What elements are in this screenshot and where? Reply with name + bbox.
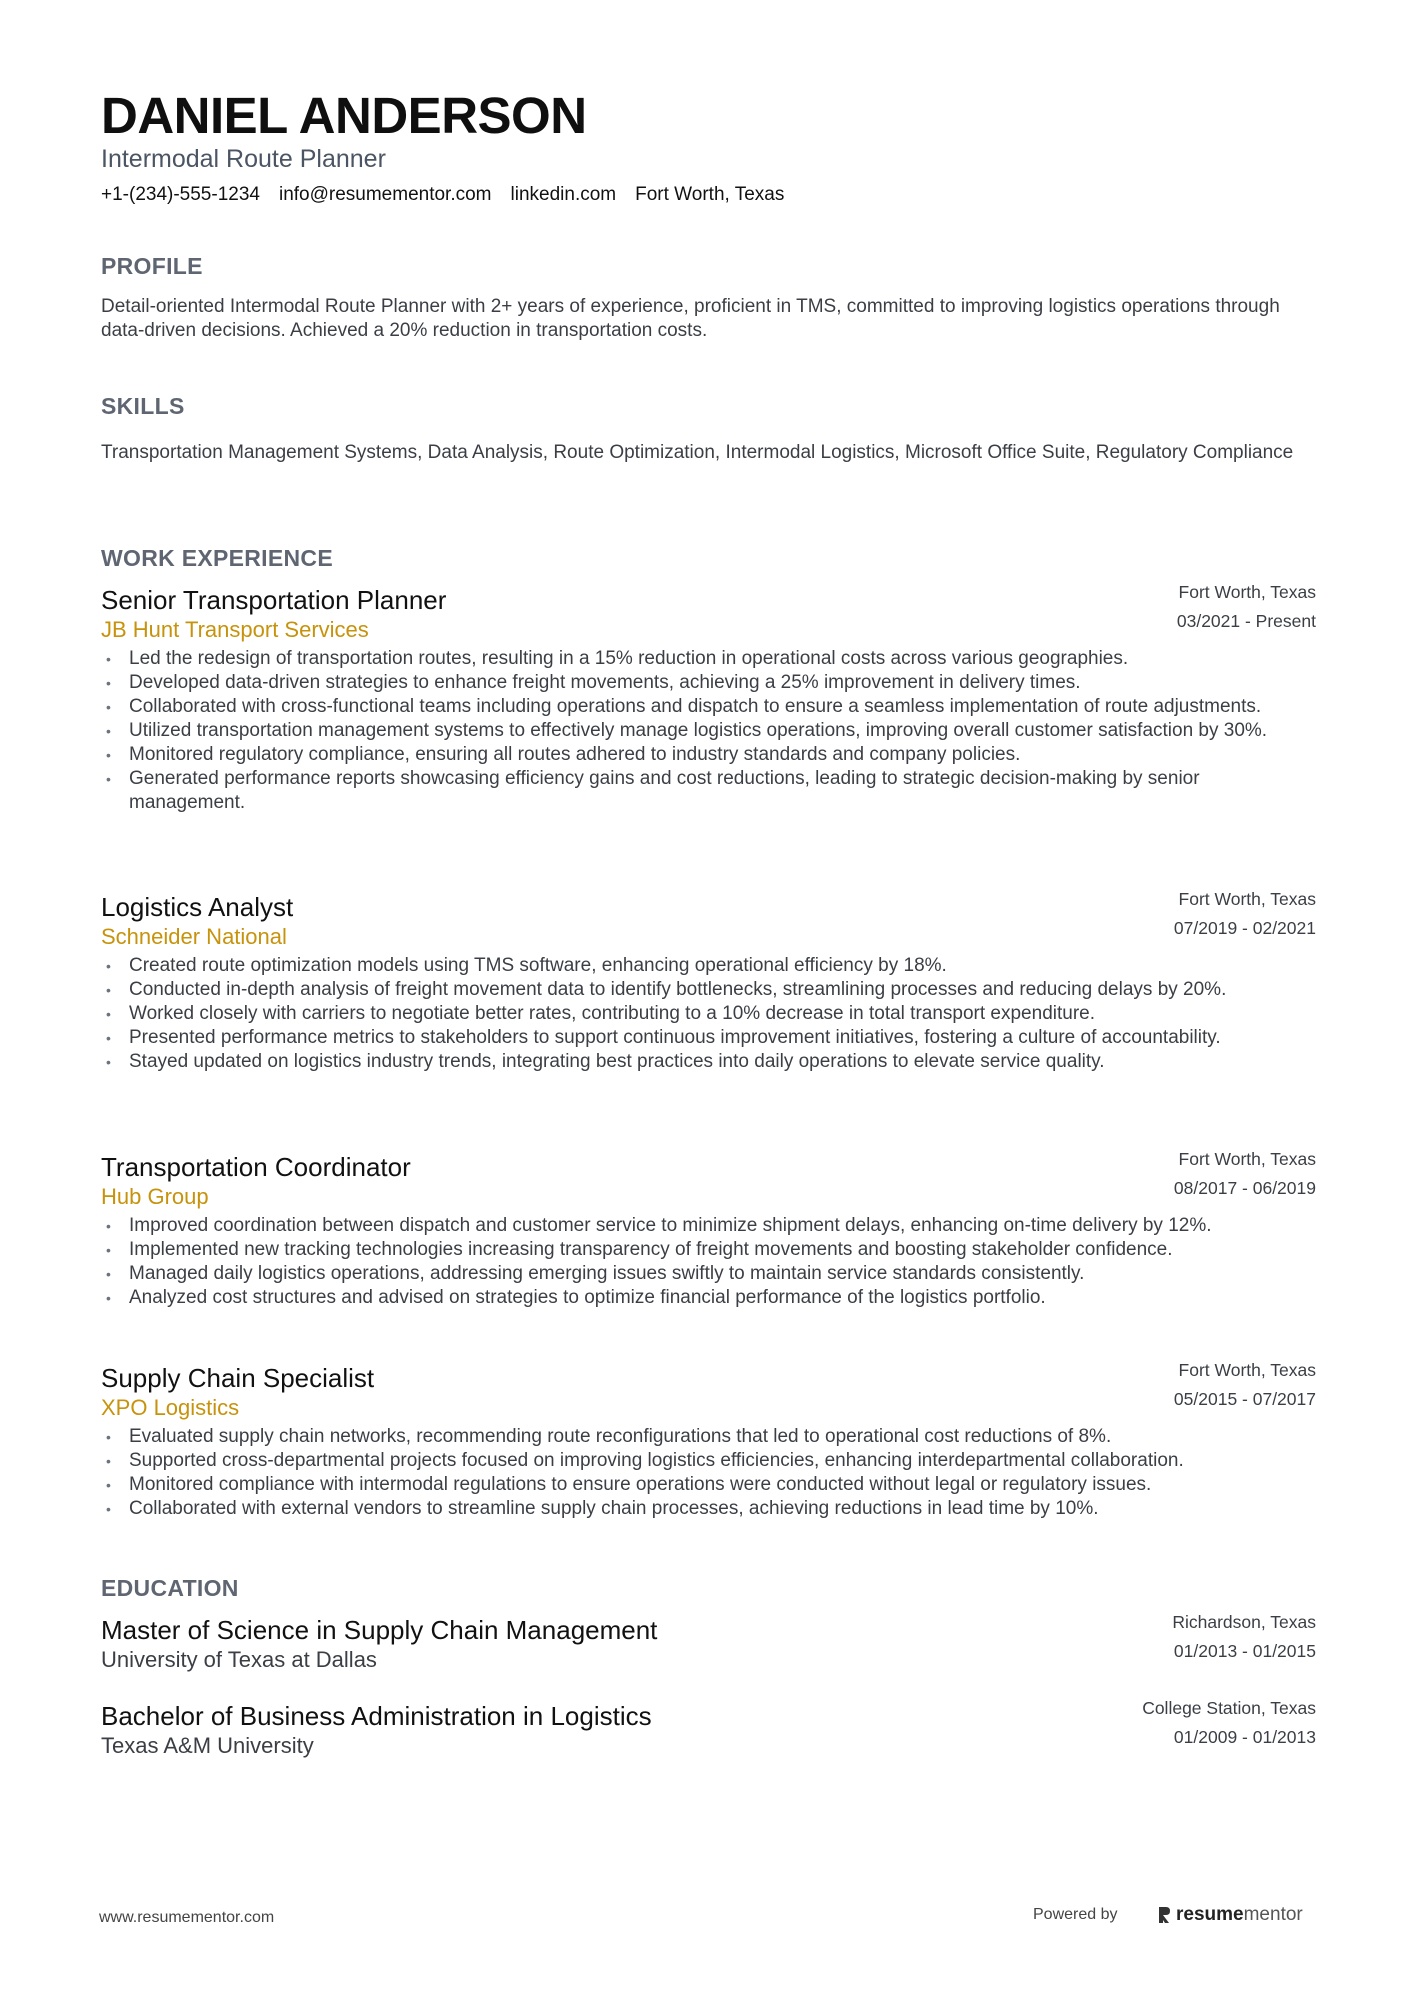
bullet-dot-icon: •	[106, 1242, 111, 1258]
skills-text: Transportation Management Systems, Data Analysis, Route Optimization, Intermodal Logistics, Microsoft Office Suite, Regulatory Compliance	[101, 442, 1294, 463]
job-entry	[101, 582, 1316, 815]
job-dates: 05/2015 - 07/2017	[1173, 1389, 1316, 1409]
bullet-dot-icon: •	[106, 1290, 111, 1306]
profile-heading: PROFILE	[101, 253, 203, 279]
bullet-dot-icon: •	[106, 1266, 111, 1282]
bullet-item: • Stayed updated on logistics industry trends, integrating best practices into daily operations to elevate service quality.	[106, 1051, 1105, 1072]
bullet-item: • Utilized transportation management systems to effectively manage logistics operations, improving overall customer satisfaction by 30%.	[106, 720, 1268, 741]
bullet-item: • Managed daily logistics operations, addressing emerging issues swiftly to maintain service standards consistently.	[106, 1263, 1085, 1284]
job-role: Supply Chain Specialist	[101, 1363, 375, 1393]
bullet-item: • Created route optimization models using TMS software, enhancing operational efficiency by 18%.	[106, 955, 947, 976]
bullet-item: • Presented performance metrics to stakeholders to support continuous improvement initiatives, fostering a culture of accountability.	[106, 1027, 1221, 1048]
job-location: Fort Worth, Texas	[1178, 889, 1316, 909]
contact-location: Fort Worth, Texas	[635, 184, 785, 205]
contact-email[interactable]: info@resumementor.com	[278, 184, 492, 205]
job-dates: 08/2017 - 06/2019	[1173, 1178, 1316, 1198]
job-entry	[101, 889, 1316, 1074]
bullet-item: • Developed data-driven strategies to enhance freight movements, achieving a 25% improvement in delivery times.	[106, 672, 1081, 693]
bullet-item: • Evaluated supply chain networks, recommending route reconfigurations that led to operational cost reductions of 8%.	[106, 1426, 1112, 1447]
education-dates: 01/2009 - 01/2013	[1173, 1727, 1316, 1747]
candidate-name: DANIEL ANDERSON	[101, 87, 587, 144]
bullet-dot-icon: •	[106, 1030, 111, 1046]
job-entry	[101, 1360, 1316, 1521]
footer-powered-by: Powered by	[1033, 1906, 1118, 1923]
bullet-item: • Monitored compliance with intermodal regulations to ensure operations were conducted without legal or regulatory issues.	[106, 1474, 1152, 1495]
bullet-dot-icon: •	[106, 1501, 111, 1517]
education-location: Richardson, Texas	[1172, 1612, 1316, 1632]
bullet-item: • Improved coordination between dispatch and customer service to minimize shipment delays, enhancing on-time delivery by 12%.	[106, 1215, 1212, 1236]
job-role: Logistics Analyst	[101, 892, 294, 922]
bullet-dot-icon: •	[106, 1453, 111, 1469]
bullet-item: • Collaborated with cross-functional teams including operations and dispatch to ensure a seamless implementation of route adjustments.	[106, 696, 1262, 717]
bullet-dot-icon: •	[106, 699, 111, 715]
contact-line	[101, 184, 784, 206]
experience-heading: WORK EXPERIENCE	[101, 545, 333, 571]
job-role: Senior Transportation Planner	[101, 585, 447, 615]
bullet-item: • Led the redesign of transportation routes, resulting in a 15% reduction in operational costs across various geographies.	[106, 648, 1129, 669]
bullet-dot-icon: •	[106, 958, 111, 974]
education-entry	[101, 1698, 1316, 1761]
education-heading: EDUCATION	[101, 1575, 239, 1601]
bullet-item: • Collaborated with external vendors to streamline supply chain processes, achieving reductions in lead time by 10%.	[106, 1498, 1099, 1519]
education-dates: 01/2013 - 01/2015	[1173, 1641, 1316, 1661]
candidate-title: Intermodal Route Planner	[101, 145, 386, 173]
brand-text-light: mentor	[1243, 1904, 1303, 1925]
resumementor-logo-icon	[1156, 1905, 1172, 1925]
job-company: JB Hunt Transport Services	[101, 617, 369, 642]
bullet-item: • Supported cross-departmental projects focused on improving logistics efficiencies, enhancing interdepartmental collaboration.	[106, 1450, 1184, 1471]
job-entry	[101, 1149, 1316, 1310]
job-location: Fort Worth, Texas	[1178, 1360, 1316, 1380]
bullet-dot-icon: •	[106, 1054, 111, 1070]
education-school: University of Texas at Dallas	[101, 1647, 377, 1672]
profile-text: Detail-oriented Intermodal Route Planner with 2+ years of experience, proficient in TMS, committed to improving logistics operations through data-driven decisions. Achieved a 20% reduction in transportation costs.	[101, 296, 1280, 341]
job-location: Fort Worth, Texas	[1178, 582, 1316, 602]
bullet-dot-icon: •	[106, 723, 111, 739]
bullet-item: • Analyzed cost structures and advised on strategies to optimize financial performance of the logistics portfolio.	[106, 1287, 1046, 1308]
job-bullets	[101, 954, 1316, 1074]
footer-website-link[interactable]: www.resumementor.com	[99, 1909, 275, 1926]
contact-linkedin[interactable]: linkedin.com	[510, 184, 617, 205]
bullet-item: • Conducted in-depth analysis of freight movement data to identify bottlenecks, streamlining processes and reducing delays by 20%.	[106, 979, 1227, 1000]
bullet-dot-icon: •	[106, 651, 111, 667]
job-dates: 03/2021 - Present	[1176, 611, 1316, 631]
bullet-dot-icon: •	[106, 1218, 111, 1234]
bullet-dot-icon: •	[106, 747, 111, 763]
bullet-dot-icon: •	[106, 982, 111, 998]
bullet-dot-icon: •	[106, 771, 111, 787]
education-school: Texas A&M University	[101, 1733, 314, 1758]
bullet-item: • Monitored regulatory compliance, ensuring all routes adhered to industry standards and company policies.	[106, 744, 1021, 765]
footer-brand-logo[interactable]	[1156, 1904, 1303, 1926]
job-company: Hub Group	[101, 1184, 209, 1209]
resume-page	[101, 0, 1316, 1995]
education-entry	[101, 1612, 1316, 1675]
job-location: Fort Worth, Texas	[1178, 1149, 1316, 1169]
bullet-item: • Worked closely with carriers to negotiate better rates, contributing to a 10% decrease in total transport expenditure.	[106, 1003, 1095, 1024]
bullet-item: • Generated performance reports showcasing efficiency gains and cost reductions, leading to strategic decision-making by senior management.	[106, 768, 1200, 813]
job-company: XPO Logistics	[101, 1395, 240, 1420]
bullet-dot-icon: •	[106, 1429, 111, 1445]
bullet-item: • Implemented new tracking technologies increasing transparency of freight movements and boosting stakeholder confidence.	[106, 1239, 1173, 1260]
job-role: Transportation Coordinator	[101, 1152, 411, 1182]
job-bullets	[101, 1214, 1316, 1310]
brand-text-bold: resume	[1176, 1904, 1244, 1925]
education-degree: Master of Science in Supply Chain Management	[101, 1615, 658, 1645]
job-bullets	[101, 647, 1316, 815]
contact-phone: +1-(234)-555-1234	[101, 184, 260, 205]
job-company: Schneider National	[101, 924, 287, 949]
job-dates: 07/2019 - 02/2021	[1173, 918, 1316, 938]
education-degree: Bachelor of Business Administration in Logistics	[101, 1701, 652, 1731]
job-bullets	[101, 1425, 1316, 1521]
bullet-dot-icon: •	[106, 675, 111, 691]
skills-heading: SKILLS	[101, 393, 185, 419]
bullet-dot-icon: •	[106, 1477, 111, 1493]
bullet-dot-icon: •	[106, 1006, 111, 1022]
education-location: College Station, Texas	[1142, 1698, 1316, 1718]
